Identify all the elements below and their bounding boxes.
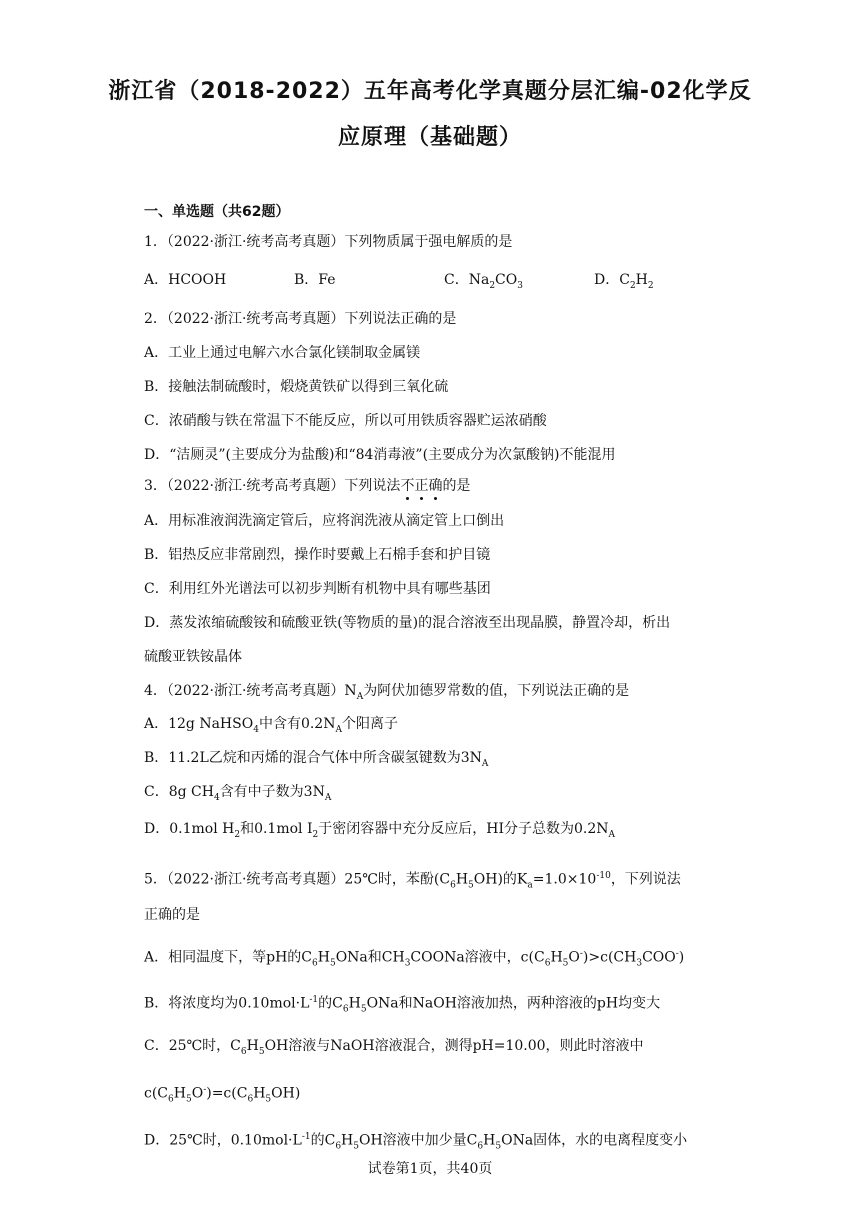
question-1-stem: 1．（2022·浙江·统考高考真题）下列物质属于强电解质的是 <box>144 234 513 250</box>
question-4-option-c: C．8g $CH_4$含有中子数为$3N_A$ <box>144 784 332 803</box>
title-line-2: 应原理（基础题） <box>337 125 522 150</box>
question-3-option-d-line-1: D．蒸发浓缩硫酸铵和硫酸亚铁(等物质的量)的混合溶液至出现晶膜，静置冷却，析出 <box>144 615 671 631</box>
question-5-option-b: B．将浓度均为$0.10mol\cdot L^{-1}$的$C_6H_5ONa$和NaOH溶液加热，两种溶液的pH均变大 <box>144 995 661 1015</box>
emphasis-char: 确 <box>428 478 442 494</box>
question-3-option-d-line-2: 硫酸亚铁铵晶体 <box>144 649 242 665</box>
question-2-option-c: C．浓硝酸与铁在常温下不能反应，所以可用铁质容器贮运浓硝酸 <box>144 413 547 429</box>
question-3-stem: 3．（2022·浙江·统考高考真题）下列说法不 正 确 的是 <box>144 476 470 496</box>
question-4-option-a: A．12g NaHSO$_4$中含有$0.2N_A$个阳离子 <box>144 716 398 735</box>
question-1-option-b: B．Fe <box>294 272 336 288</box>
question-1-option-d: D．$C_2H_2$ <box>594 272 654 291</box>
question-2-option-b: B．接触法制硫酸时，煅烧黄铁矿以得到三氧化硫 <box>144 379 449 395</box>
question-5-option-c: C．25℃时，$C_6H_5OH$溶液与NaOH溶液混合，测得pH=10.00，则此时溶液中 <box>144 1038 644 1057</box>
question-2-option-a: A．工业上通过电解六水合氯化镁制取金属镁 <box>144 345 421 361</box>
emphasis-char: 正 <box>414 478 428 494</box>
question-5-stem-line-2: 正确的是 <box>144 907 200 923</box>
question-5-option-c-line-2: $c(C_6H_5O^-)=c(C_6H_5OH)$ <box>144 1085 301 1105</box>
question-5-option-d: D．25℃时，$0.10mol\cdot L^{-1}$的$C_6H_5OH$溶液中加少量$C_6H_5ONa$固体，水的电离程度变小 <box>144 1132 688 1152</box>
question-3-option-c: C．利用红外光谱法可以初步判断有机物中具有哪些基团 <box>144 581 491 597</box>
question-4-option-b: B．11.2L乙烷和丙烯的混合气体中所含碳氢键数为$3N_A$ <box>144 750 489 769</box>
page-footer: 试卷第1页，共40页 <box>367 1161 493 1177</box>
question-5-stem: 5．（2022·浙江·统考高考真题）25℃时，苯酚$(C_6H_5OH)$的$K_a=1.0\times 10^{-10}$，下列说法 <box>144 871 681 891</box>
section-heading: 一、单选题（共62题） <box>144 204 290 220</box>
question-4-stem: 4．（2022·浙江·统考高考真题）$N_A$为阿伏加德罗常数的值，下列说法正确的是 <box>144 683 630 702</box>
question-2-option-d: D．“洁厕灵”(主要成分为盐酸)和“84消毒液”(主要成分为次氯酸钠)不能混用 <box>144 447 616 463</box>
question-1-option-a: A．HCOOH <box>144 272 227 288</box>
question-1-option-c: C．$Na_2CO_3$ <box>444 272 523 291</box>
question-4-option-d: D．0.1mol $H_2$和0.1mol $I_2$于密闭容器中充分反应后，HI分子总数为$0.2N_A$ <box>144 821 616 840</box>
question-3-option-a: A．用标准液润洗滴定管后，应将润洗液从滴定管上口倒出 <box>144 513 505 529</box>
question-2-stem: 2．（2022·浙江·统考高考真题）下列说法正确的是 <box>144 311 457 327</box>
question-3-option-b: B．铝热反应非常剧烈，操作时要戴上石棉手套和护目镜 <box>144 547 491 563</box>
emphasis-char: 不 <box>400 478 414 494</box>
title-line-1: 浙江省（2018-2022）五年高考化学真题分层汇编-02化学反 <box>108 79 752 104</box>
question-5-option-a: A．相同温度下，等pH的$C_6H_5ONa$和$CH_3COONa$溶液中，$c(C_6H_5O^-)>c(CH_3COO^-)$ <box>144 949 685 969</box>
